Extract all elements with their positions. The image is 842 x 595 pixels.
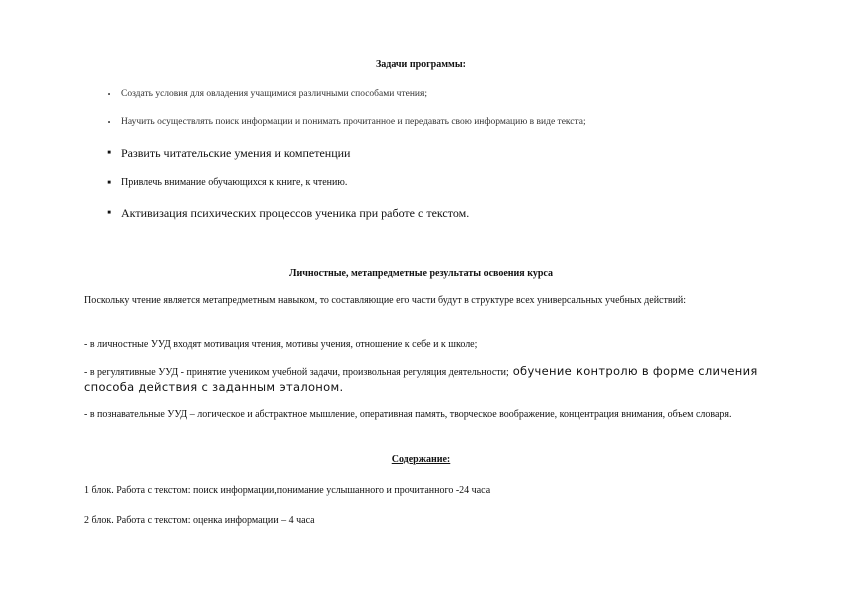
- bullet-square-icon: ■: [107, 150, 111, 156]
- results-heading: Личностные, метапредметные результаты освоения курса: [289, 268, 553, 279]
- task-text: Развить читательские умения и компетенции: [121, 146, 351, 160]
- bullet-square-icon: ■: [107, 210, 111, 216]
- tasks-heading: Задачи программы:: [375, 59, 467, 70]
- paragraph-regulatory-part2: обучение контролю в форме сличения способа действия с заданным эталоном.: [84, 364, 758, 394]
- bullet-dot-icon: •: [107, 90, 111, 99]
- content-block-line: 2 блок. Работа с текстом: оценка информации – 4 часа: [84, 515, 315, 526]
- task-text: Активизация психических процессов ученика при работе с текстом.: [121, 206, 470, 220]
- content-heading: Содержание:: [391, 454, 451, 465]
- task-text: Научить осуществлять поиск информации и понимать прочитанное и передавать свою информацию в виде текста;: [121, 117, 586, 127]
- content-block-line: 1 блок. Работа с текстом: поиск информации,понимание услышанного и прочитанного -24 часа: [84, 485, 491, 496]
- paragraph-intro: Поскольку чтение является метапредметным навыком, то составляющие его части будут в структуре всех универсальных учебных действий:: [84, 295, 687, 306]
- paragraph-regulatory-part1: - в регулятивные УУД - принятие учеником учебной задачи, произвольная регуляция деятельности;: [84, 367, 509, 378]
- task-text: Привлечь внимание обучающихся к книге, к чтению.: [121, 177, 348, 188]
- paragraph-cognitive: - в познавательные УУД – логическое и абстрактное мышление, оперативная память, творческое воображение, концентрация внимания, объем словаря.: [84, 409, 732, 420]
- paragraph-personal: - в личностные УУД входят мотивация чтения, мотивы учения, отношение к себе и к школе;: [84, 339, 478, 350]
- task-text: Создать условия для овладения учащимися различными способами чтения;: [121, 89, 428, 99]
- bullet-square-icon: ■: [107, 180, 111, 186]
- paragraph-regulatory: [84, 364, 798, 396]
- bullet-dot-icon: •: [107, 118, 111, 127]
